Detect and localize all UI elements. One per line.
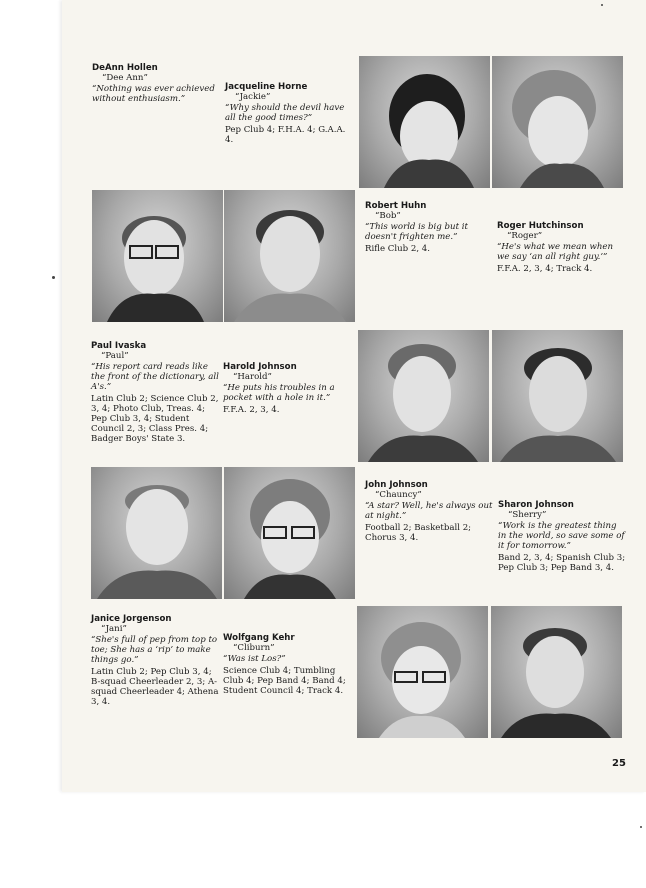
student-bio [223,633,351,696]
page-number: 25 [612,758,626,769]
student-portrait-photo [492,56,623,188]
student-quote: “Nothing was ever achieved without enthusiasm.” [92,84,215,104]
student-quote: “Was ist Los?” [223,654,286,664]
student-quote: “A star? Well, he's always out at night.” [365,501,493,521]
student-nickname: “Sherry” [508,510,547,520]
student-name: Robert Huhn [365,201,427,211]
student-portrait-photo [92,190,223,322]
student-activities: F.F.A. 2, 3, 4. [223,405,280,415]
student-activities: Latin Club 2; Pep Club 3, 4; B-squad Cheerleader 2, 3; A-squad Cheerleader 4; Athena 3, 4. [91,667,219,707]
student-activities: Football 2; Basketball 2; Chorus 3, 4. [365,523,472,543]
student-bio [497,221,625,274]
student-name: Paul Ivaska [91,341,147,351]
student-activities: Science Club 4; Tumbling Club 4; Pep Band 4; Band 4; Student Council 4; Track 4. [223,666,346,696]
student-activities: Latin Club 2; Science Club 2, 3, 4; Photo Club, Treas. 4; Pep Club 3, 4; Student Council 2, 3; Class Pres. 4; Badger Boys' State 3. [91,394,219,444]
student-bio [498,500,626,573]
student-bio [225,82,353,145]
student-nickname: “Paul” [101,351,129,361]
student-name: Sharon Johnson [498,500,574,510]
student-nickname: “Chauncy” [375,490,422,500]
binder-hole-mark [52,276,55,279]
student-portrait-photo [491,606,622,738]
student-quote: “This world is big but it doesn't frighten me.” [365,222,468,242]
student-name: Harold Johnson [223,362,297,372]
student-name: Jacqueline Horne [225,82,308,92]
margin-speck [601,4,603,6]
student-name: DeAnn Hollen [92,63,158,73]
student-portrait-photo [492,330,623,462]
student-nickname: “Dee Ann” [102,73,148,83]
student-bio [91,614,219,707]
student-portrait-photo [91,467,222,599]
student-quote: “He puts his troubles in a pocket with a hole in it.” [223,383,335,403]
student-activities: Rifle Club 2, 4. [365,244,430,254]
student-quote: “He's what we mean when we say ‘an all right guy.’” [497,242,613,262]
student-nickname: “Harold” [233,372,272,382]
student-portrait-photo [359,56,490,188]
student-bio [91,341,219,444]
student-nickname: “Cliburn” [233,643,275,653]
student-quote: “Why should the devil have all the good times?” [225,103,345,123]
student-bio [365,480,493,543]
student-bio [92,63,220,104]
margin-speck [640,826,642,828]
student-name: Roger Hutchinson [497,221,584,231]
student-activities: Band 2, 3, 4; Spanish Club 3; Pep Club 3; Pep Band 3, 4. [498,553,626,573]
student-bio [365,201,493,254]
student-quote: “His report card reads like the front of the dictionary, all A's.” [91,362,219,392]
student-quote: “She's full of pep from top to toe; She has a ‘rip’ to make things go.” [91,635,218,665]
student-portrait-photo [358,330,489,462]
student-nickname: “Roger” [507,231,543,241]
student-nickname: “Jackie” [235,92,271,102]
student-name: Wolfgang Kehr [223,633,295,643]
student-nickname: “Bob” [375,211,401,221]
student-portrait-photo [224,467,355,599]
student-name: Janice Jorgenson [91,614,172,624]
student-name: John Johnson [365,480,428,490]
student-portrait-photo [224,190,355,322]
student-activities: Pep Club 4; F.H.A. 4; G.A.A. 4. [225,125,346,145]
student-nickname: “Jani” [101,624,127,634]
student-portrait-photo [357,606,488,738]
student-bio [223,362,351,415]
student-quote: “Work is the greatest thing in the world, so save some of it for tomorrow.” [498,521,625,551]
student-activities: F.F.A. 2, 3, 4; Track 4. [497,264,593,274]
